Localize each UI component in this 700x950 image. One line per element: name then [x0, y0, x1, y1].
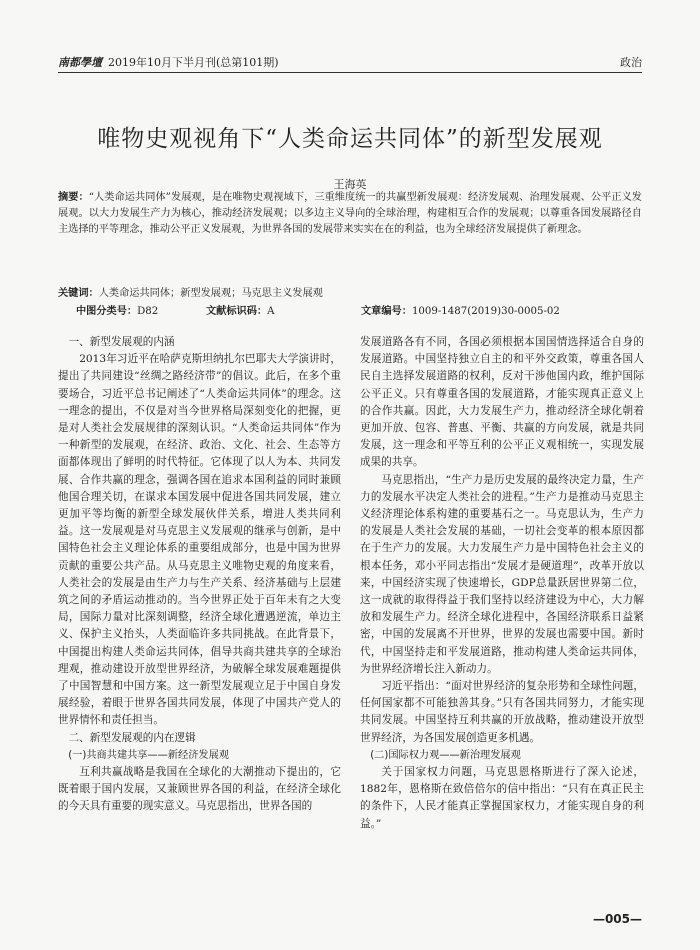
paragraph: 发展道路各有不同，各国必须根据本国国情选择适合自身的发展道路。中国坚持独立自主的和平外交政策，尊重各国人民自主选择发展道路的权利，反对干涉他国内政，维护国际公平正义。只有尊重各国的发展道路，才能实现真正意义上的合作共赢。因此，大力发展生产力，推动经济全球化朝着更加开放、包容、普惠、平衡、共赢的方向发展，就是共同发展，这一理念和平等互利的公平正义观相统一，实现发展成果的共享。 — [360, 336, 644, 469]
article-number-block — [361, 302, 560, 317]
section-heading-1: 一、新型发展观的内涵 — [68, 336, 175, 348]
keywords-text: 人类命运共同体；新型发展观；马克思主义发展观 — [98, 288, 323, 299]
subsection-heading-1: (一)共商共建共享——新经济发展观 — [68, 749, 229, 761]
right-column — [360, 334, 644, 833]
page-number: —005— — [592, 912, 642, 926]
paragraph: 马克思指出，“生产力是历史发展的最终决定力量，生产力的发展水平决定人类社会的进程。”生产力是推动马克思主义经济理论体系构建的重要基石之一。马克思认为，生产力的发展是人类社会发展的基础，一切社会变革的根本原因都在于生产力的发展。大力发展生产力是中国特色社会主义的根本任务，邓小平同志指出“发展才是硬道理”，改革开放以来，中国经济实现了快速增长，GDP总量跃居世界第二位，这一成就的取得得益于我们坚持以经济建设为中心，大力解放和发展生产力。经济全球化进程中，各国经济联系日益紧密，中国的发展离不开世界，世界的发展也需要中国。新时代，中国坚持走和平发展道路，推动构建人类命运共同体，为世界经济增长注入新动力。 — [360, 473, 644, 675]
doc-code-block — [206, 302, 361, 317]
issue-info: 2019年10月下半月刊(总第101期) — [108, 56, 279, 69]
abstract-text: “人类命运共同体”发展观，是在唯物史观视域下，三重维度统一的共赢型新发展观：经济发展观、治理发展观、公平正义发展观。以大力发展生产力为核心，推动经济发展观；以多边主义导向的全球治理，构建相互合作的发展观；以尊重各国发展路径自主选择的平等理念，推动公平正义发展观，为世界各国的发展带来实实在在的利益，也为全球经济发展提供了新理念。 — [58, 192, 642, 235]
classification-line — [76, 302, 642, 317]
paragraph: 关于国家权力问题，马克思恩格斯进行了深入论述，1882年，恩格斯在致倍倍尔的信中指出：“只有在真正民主的条件下，人民才能真正掌握国家权力，才能实现自身的利益。” — [360, 766, 644, 830]
article-number-label: 文章编号： — [361, 306, 412, 317]
section-name: 政治 — [620, 56, 642, 69]
paragraph: 互利共赢战略是我国在全球化的大潮推动下提出的，它既着眼于国内发展，又兼顾世界各国的利益，在经济全球化的今天具有重要的现实意义。马克思指出，世界各国的 — [58, 766, 341, 813]
journal-name: 南都學壇 — [58, 56, 102, 69]
article-number-value: 1009-1487(2019)30-0005-02 — [411, 306, 560, 317]
paragraph: 2013年习近平在哈萨克斯坦纳扎尔巴耶夫大学演讲时，提出了共同建设“丝绸之路经济带”的倡议。此后，在多个重要场合，习近平总书记阐述了“人类命运共同体”的理念。这一理念的提出，不仅是对当今世界格局深刻变化的把握，更是对人类社会发展规律的深刻认识。“人类命运共同体”作为一种新型的发展观，在经济、政治、文化、社会、生态等方面都体现出了鲜明的时代特征。它体现了以人为本、共同发展、合作共赢的理念，强调各国在追求本国利益的同时兼顾他国合理关切，在谋求本国发展中促进各国共同发展，建立更加平等均衡的新型全球发展伙伴关系，增进人类共同利益。这一发展观是对马克思主义发展观的继承与创新，是中国特色社会主义理论体系的重要组成部分，也是中国为世界贡献的重要公共产品。从马克思主义唯物史观的角度来看，人类社会的发展是由生产力与生产关系、经济基础与上层建筑之间的矛盾运动推动的。当今世界正处于百年未有之大变局，国际力量对比深刻调整，经济全球化遭遇逆流，单边主义、保护主义抬头，人类面临许多共同挑战。在此背景下，中国提出构建人类命运共同体，倡导共商共建共享的全球治理观，推动建设开放型世界经济，为破解全球发展难题提供了中国智慧和中国方案。这一新型发展观立足于中国自身发展经验，着眼于世界各国共同发展，体现了中国共产党人的世界情怀和责任担当。 — [58, 353, 341, 727]
clc-value: D82 — [137, 306, 159, 317]
subsection-heading-2: (二)国际权力观——新治理发展观 — [370, 749, 521, 761]
clc-label: 中图分类号： — [76, 306, 138, 317]
keywords-label: 关键词： — [58, 288, 99, 299]
doc-code-value: A — [267, 306, 275, 317]
abstract-label: 摘要： — [58, 192, 89, 203]
left-column — [58, 334, 341, 816]
header-left — [58, 54, 279, 70]
abstract — [58, 190, 642, 238]
running-header — [58, 50, 642, 73]
keywords — [58, 284, 642, 299]
section-heading-2: 二、新型发展观的内在逻辑 — [68, 731, 196, 744]
article-title: 唯物史观视角下“人类命运共同体”的新型发展观 — [97, 126, 603, 152]
paragraph: 习近平指出：“面对世界经济的复杂形势和全球性问题，任何国家都不可能独善其身。”只有各国共同努力，才能实现共同发展。中国坚持互利共赢的开放战略，推动建设开放型世界经济，为各国发展创造更多机遇。 — [360, 680, 644, 744]
author-name: 王海英 — [333, 178, 367, 191]
doc-code-label: 文献标识码： — [206, 306, 268, 317]
clc-block — [76, 302, 206, 317]
